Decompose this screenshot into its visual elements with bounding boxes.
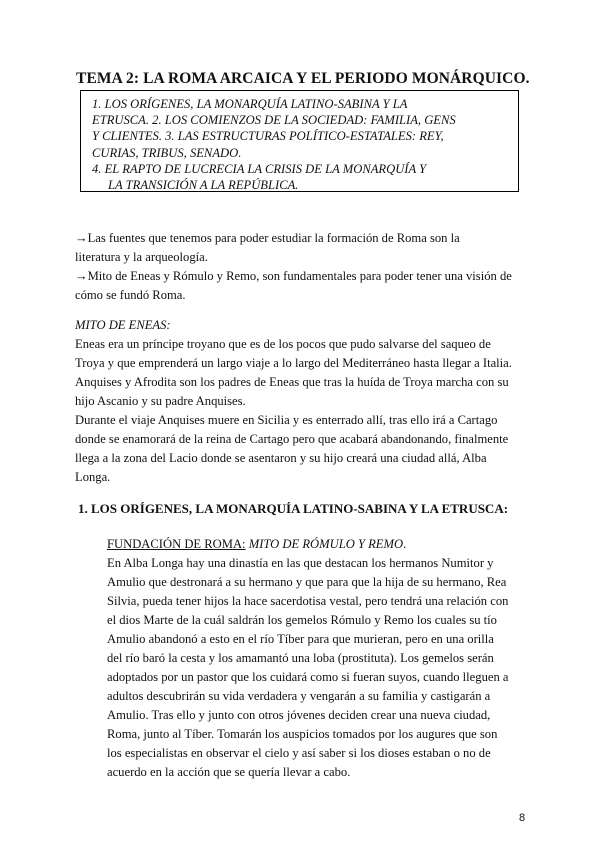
text-line: donde se enamorará de la reina de Cartago pero que acabará abandonando, finalmente bbox=[75, 432, 509, 446]
outline-line: Y CLIENTES. 3. LAS ESTRUCTURAS POLÍTICO-ESTATALES: REY, bbox=[92, 129, 444, 144]
eneas-section bbox=[75, 316, 545, 487]
subsection-heading bbox=[107, 535, 537, 554]
topic-outline-box bbox=[80, 90, 519, 192]
text-line: literatura y la arqueología. bbox=[75, 250, 208, 264]
text-line: Eneas era un príncipe troyano que es de los pocos que pudo salvarse del saqueo de bbox=[75, 337, 491, 351]
text-line: Silvia, pueda tener hijos la hace sacerdotisa vestal, pero tendrá una relación con bbox=[107, 594, 509, 608]
subsection-label: FUNDACIÓN DE ROMA: bbox=[107, 537, 246, 551]
text-line: Amulio. Tras ello y junto con otros jóvenes deciden crear una nueva ciudad, bbox=[107, 708, 491, 722]
text-line: el dios Marte de la cuál saldrán los gemelos Rómulo y Remo los cuales su tío bbox=[107, 613, 497, 627]
text-line: Amulio que destronará a su hermano y que para que la hija de su hermano, Rea bbox=[107, 575, 507, 589]
text-line: Anquises y Afrodita son los padres de Eneas que tras la huída de Troya marcha con su bbox=[75, 375, 509, 389]
eneas-heading: MITO DE ENEAS: bbox=[75, 318, 171, 332]
page-number: 8 bbox=[519, 812, 526, 824]
text-line: cómo se fundó Roma. bbox=[75, 288, 186, 302]
text-line: los especialistas en observar el cielo y así saber si los dioses estaban o no de bbox=[107, 746, 491, 760]
text-line: Amulio abandonó a esto en el río Tíber para que murieran, pero en una orilla bbox=[107, 632, 494, 646]
text-line: →Las fuentes que tenemos para poder estudiar la formación de Roma son la bbox=[75, 231, 460, 245]
subsection-title: MITO DE RÓMULO Y REMO bbox=[248, 537, 404, 551]
text-line: adoptados por un pastor que los cuidará como si fueran suyos, cuando lleguen a bbox=[107, 670, 509, 684]
text-line: del río baró la cesta y los amamantó una loba (prostituta). Los gemelos serán bbox=[107, 651, 494, 665]
document-title: TEMA 2: LA ROMA ARCAICA Y EL PERIODO MONÁRQUICO. bbox=[76, 70, 530, 87]
outline-line: LA TRANSICIÓN A LA REPÚBLICA. bbox=[108, 178, 299, 193]
text-line: →Mito de Eneas y Rómulo y Remo, son fundamentales para poder tener una visión de bbox=[75, 269, 512, 283]
outline-line: ETRUSCA. 2. LOS COMIENZOS DE LA SOCIEDAD: FAMILIA, GENS bbox=[92, 113, 456, 128]
text-line: En Alba Longa hay una dinastía en las que destacan los hermanos Numitor y bbox=[107, 556, 494, 570]
text-line: acuerdo en la acción que se quería llevar a cabo. bbox=[107, 765, 351, 779]
text-line: Roma, junto al Tíber. Tomarán los auspicios tomados por los augures que son bbox=[107, 727, 498, 741]
text-line: adultos descubrirán su vida verdadera y vengarán a su familia y castigarán a bbox=[107, 689, 491, 703]
outline-line: 1. LOS ORÍGENES, LA MONARQUÍA LATINO-SABINA Y LA bbox=[92, 97, 408, 111]
section-heading: 1. LOS ORÍGENES, LA MONARQUÍA LATINO-SABINA Y LA ETRUSCA: bbox=[78, 501, 509, 516]
outline-line: 4. EL RAPTO DE LUCRECIA LA CRISIS DE LA MONARQUÍA Y bbox=[92, 161, 427, 176]
intro-paragraph bbox=[75, 229, 545, 305]
text-line: hijo Ascanio y su padre Anquises. bbox=[75, 394, 246, 408]
text-line: Troya y que emprenderá un largo viaje a lo largo del Mediterráneo hasta llegar a Italia. bbox=[75, 356, 512, 370]
outline-line: CURIAS, TRIBUS, SENADO. bbox=[92, 145, 242, 160]
subsection-end: . bbox=[403, 537, 407, 551]
text-line: Longa. bbox=[75, 470, 111, 484]
text-line: Durante el viaje Anquises muere en Sicilia y es enterrado allí, tras ello irá a Cartago bbox=[75, 413, 498, 427]
fundacion-section bbox=[107, 535, 537, 782]
text-line: llega a la zona del Lacio donde se asentaron y su hijo creará una ciudad allá, Alba bbox=[75, 451, 487, 465]
